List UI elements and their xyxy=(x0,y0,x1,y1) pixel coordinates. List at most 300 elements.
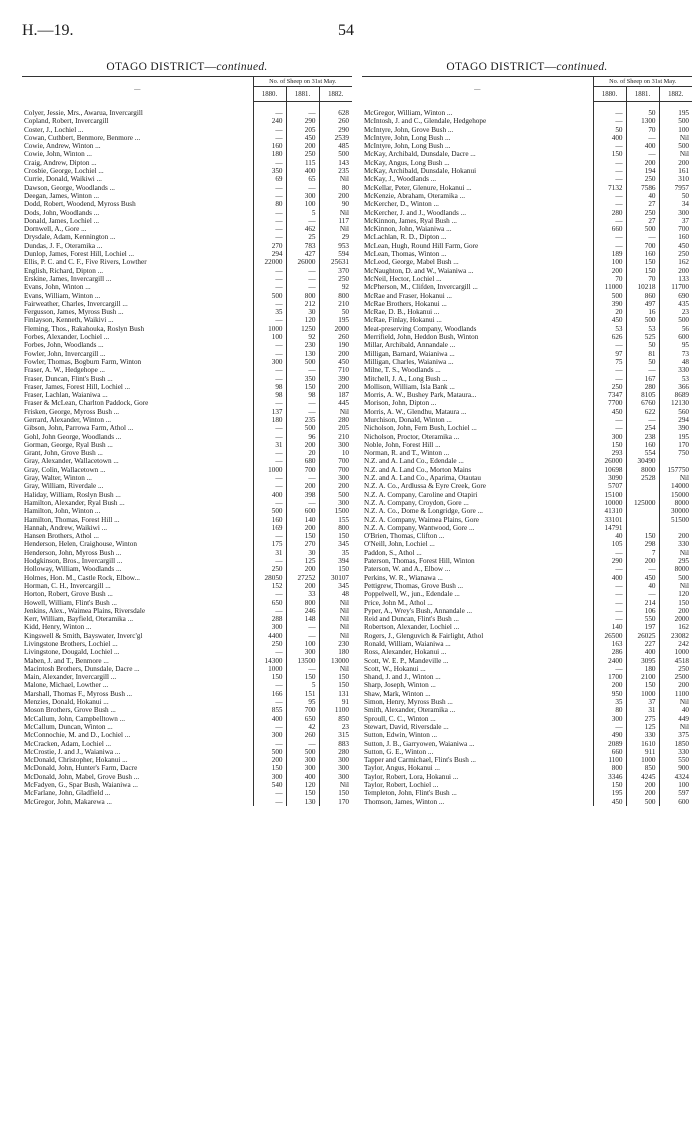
owner-cell: McIntyre, John, Grove Bush ... xyxy=(362,126,593,134)
table-row xyxy=(362,507,692,515)
sheep-1882-cell: 1500 xyxy=(334,507,349,516)
sheep-1880-cell: 180 xyxy=(253,150,286,158)
sheep-1880-cell: — xyxy=(593,200,626,208)
sheep-1880-cell: — xyxy=(593,217,626,225)
sheep-1882-cell: Nil xyxy=(339,225,349,234)
sheep-1881-cell: 30490 xyxy=(626,457,659,465)
sheep-1881-cell xyxy=(626,491,659,499)
owner-cell: Holloway, William, Woodlands ... xyxy=(22,565,253,573)
sheep-1881-cell: 25 xyxy=(286,233,319,241)
owner-cell: Ross, Alexander, Hokanui ... xyxy=(362,648,593,656)
table-row xyxy=(362,665,692,673)
sheep-1882-cell: 700 xyxy=(338,465,349,474)
sheep-1880-cell: — xyxy=(253,350,286,358)
table-row xyxy=(362,150,692,158)
sheep-1881-cell: 462 xyxy=(286,225,319,233)
sheep-1882-cell: 500 xyxy=(338,150,349,159)
sheep-1880-cell: 163 xyxy=(593,640,626,648)
sheep-1881-cell: — xyxy=(286,665,319,673)
sheep-1882-cell: 133 xyxy=(678,274,689,283)
sheep-1882-cell: 48 xyxy=(681,357,689,366)
sheep-1882-cell: 394 xyxy=(338,557,349,566)
sheep-1882-cell: 800 xyxy=(338,523,349,532)
sheep-1880-cell: 28050 xyxy=(253,574,286,582)
sheep-1882-cell: 200 xyxy=(338,191,349,200)
sheep-1882-cell xyxy=(659,457,692,465)
year-header: 1881. xyxy=(626,87,659,102)
table-row xyxy=(22,383,352,391)
sheep-1880-cell: 160 xyxy=(253,516,286,524)
sheep-1881-cell: 125000 xyxy=(626,499,659,507)
table-row xyxy=(22,267,352,275)
owner-cell: Fowler, John, Invercargill ... xyxy=(22,350,253,358)
sheep-1881-cell: 150 xyxy=(626,532,659,540)
table-row xyxy=(22,540,352,548)
owner-cell: McKinnon, James, Ryal Bush ... xyxy=(362,217,593,225)
sheep-1880-cell: 288 xyxy=(253,615,286,623)
sheep-1881-cell: 280 xyxy=(626,383,659,391)
sheep-1882-cell: 435 xyxy=(678,299,689,308)
owner-cell: McLeod, George, Mabel Bush ... xyxy=(362,258,593,266)
owner-cell: Sutton, G. E., Winton ... xyxy=(362,748,593,756)
table-row xyxy=(362,117,692,125)
sheep-1881-cell: 148 xyxy=(286,615,319,623)
sheep-1880-cell: — xyxy=(253,474,286,482)
sheep-1881-cell: 4245 xyxy=(626,773,659,781)
owner-cell: Milligan, Charles, Waianiwa ... xyxy=(362,358,593,366)
owner-cell: McLean, Hugh, Round Hill Farm, Gore xyxy=(362,242,593,250)
table-row xyxy=(362,350,692,358)
table-row xyxy=(362,607,692,615)
table-row xyxy=(22,233,352,241)
sheep-1882-cell: 370 xyxy=(338,266,349,275)
table-row xyxy=(362,433,692,441)
sheep-1880-cell: 300 xyxy=(253,358,286,366)
owner-cell: Sproull, C. C., Winton ... xyxy=(362,715,593,723)
table-row xyxy=(362,557,692,565)
table-row xyxy=(22,424,352,432)
sheep-1881-cell: 300 xyxy=(286,192,319,200)
sheep-1881-cell: 150 xyxy=(286,789,319,797)
sheep-1881-cell: 300 xyxy=(286,764,319,772)
sheep-1881-cell: 850 xyxy=(626,764,659,772)
sheep-1882-cell: 700 xyxy=(338,457,349,466)
sheep-1880-cell: 250 xyxy=(253,640,286,648)
owner-cell: Finlayson, Kenneth, Waikivi ... xyxy=(22,316,253,324)
owner-cell: McKercher, J. and J., Woodlands ... xyxy=(362,209,593,217)
sheep-1881-cell: 16 xyxy=(626,308,659,316)
table-row xyxy=(22,574,352,582)
sheep-1882-cell: 2000 xyxy=(334,324,349,333)
sheep-1880-cell: — xyxy=(593,142,626,150)
sheep-1881-cell: 150 xyxy=(286,673,319,681)
table-row xyxy=(362,233,692,241)
sheep-1881-cell: 500 xyxy=(626,798,659,806)
sheep-1881-cell: 8105 xyxy=(626,391,659,399)
page-number: 54 xyxy=(338,22,354,39)
sheep-1882-cell: Nil xyxy=(339,598,349,607)
owner-cell: Fergusson, James, Myross Bush ... xyxy=(22,308,253,316)
table-row xyxy=(22,657,352,665)
owner-cell: Dodd, Robert, Woodend, Myross Bush xyxy=(22,200,253,208)
sheep-1881-cell: 398 xyxy=(286,491,319,499)
sheep-table xyxy=(22,76,352,806)
table-row xyxy=(362,267,692,275)
sheep-1880-cell: — xyxy=(253,789,286,797)
sheep-1882-cell: Nil xyxy=(339,208,349,217)
sheep-1882-cell: Nil xyxy=(679,133,689,142)
table-row xyxy=(22,482,352,490)
sheep-1881-cell: 200 xyxy=(626,557,659,565)
sheep-1881-cell: 860 xyxy=(626,292,659,300)
sheep-1881-cell: 200 xyxy=(286,441,319,449)
owner-cell: Hamilton, Thomas, Forest Hill ... xyxy=(22,516,253,524)
sheep-1882-cell: 1100 xyxy=(674,689,689,698)
sheep-1882-cell: 10 xyxy=(341,449,349,458)
owner-cell: McNeil, Hector, Lochiel ... xyxy=(362,275,593,283)
owner-cell: Fleming, Thos., Rakahouka, Roslyn Bush xyxy=(22,325,253,333)
owner-cell: Hamilton, Alexander, Ryal Bush ... xyxy=(22,499,253,507)
sheep-1880-cell: 540 xyxy=(253,781,286,789)
sheep-1882-cell: 131 xyxy=(338,689,349,698)
sheep-1880-cell: 40 xyxy=(593,532,626,540)
owner-cell: Craig, Andrew, Dipton ... xyxy=(22,159,253,167)
sheep-1882-cell: Nil xyxy=(339,631,349,640)
table-row xyxy=(22,159,352,167)
sheep-1880-cell: 5707 xyxy=(593,482,626,490)
sheep-1880-cell: — xyxy=(253,184,286,192)
sheep-1882-cell: 8000 xyxy=(674,498,689,507)
district-name: OTAGO DISTRICT— xyxy=(446,61,557,73)
sheep-1880-cell: 280 xyxy=(593,209,626,217)
table-row xyxy=(362,209,692,217)
sheep-1881-cell: — xyxy=(286,217,319,225)
table-row xyxy=(362,466,692,474)
table-row xyxy=(362,565,692,573)
sheep-1880-cell: 350 xyxy=(253,167,286,175)
sheep-1880-cell: 15100 xyxy=(593,491,626,499)
table-row xyxy=(22,756,352,764)
year-header: 1882. xyxy=(319,87,352,102)
owner-cell: Gibson, John, Parrowa Farm, Athol ... xyxy=(22,424,253,432)
owner-cell: Dods, John, Woodlands ... xyxy=(22,209,253,217)
sheep-1881-cell: 33 xyxy=(286,590,319,598)
sheep-1880-cell: 293 xyxy=(593,449,626,457)
owner-cell: McPherson, M., Clifden, Invercargill ... xyxy=(362,283,593,291)
owner-cell: English, Richard, Dipton ... xyxy=(22,267,253,275)
sheep-1882-cell: 375 xyxy=(678,731,689,740)
owner-cell: Dundas, J. F., Oteramika ... xyxy=(22,242,253,250)
table-row xyxy=(362,275,692,283)
table-row xyxy=(362,200,692,208)
owner-cell: McDonald, Christopher, Hokanui ... xyxy=(22,756,253,764)
sheep-1880-cell: 294 xyxy=(253,250,286,258)
sheep-1882-cell: 294 xyxy=(678,415,689,424)
sheep-1881-cell: 554 xyxy=(626,449,659,457)
sheep-1881-cell: 250 xyxy=(626,209,659,217)
sheep-1881-cell: 200 xyxy=(286,524,319,532)
table-row xyxy=(362,516,692,524)
sheep-1880-cell: 626 xyxy=(593,333,626,341)
sheep-1881-cell: 167 xyxy=(626,375,659,383)
sheep-1882-cell: 1850 xyxy=(674,739,689,748)
sheep-1880-cell: 75 xyxy=(593,358,626,366)
owner-cell: Mitchell, J. A., Long Bush ... xyxy=(362,375,593,383)
sheep-1882-cell: 50 xyxy=(681,191,689,200)
owner-cell: Forbes, Alexander, Lochiel ... xyxy=(22,333,253,341)
sheep-1882-cell: 300 xyxy=(338,440,349,449)
sheep-header: No. of Sheep on 31st May. xyxy=(593,77,692,87)
sheep-1882-cell: 150 xyxy=(338,789,349,798)
sheep-1880-cell: 150 xyxy=(593,150,626,158)
owner-cell: Thomson, James, Winton ... xyxy=(362,798,593,806)
sheep-1881-cell: 65 xyxy=(286,175,319,183)
sheep-1881-cell: 270 xyxy=(286,540,319,548)
table-row xyxy=(22,582,352,590)
sheep-1880-cell: — xyxy=(253,275,286,283)
sheep-1881-cell: 330 xyxy=(626,731,659,739)
table-row xyxy=(362,175,692,183)
sheep-1880-cell: — xyxy=(593,192,626,200)
sheep-1880-cell: 26500 xyxy=(593,632,626,640)
owner-cell: Grant, John, Grove Bush ... xyxy=(22,449,253,457)
table-row xyxy=(362,748,692,756)
sheep-1881-cell: 31 xyxy=(626,706,659,714)
sheep-1881-cell: 98 xyxy=(286,391,319,399)
table-row xyxy=(362,325,692,333)
owner-cell: Macintosh Brothers, Dunsdale, Dacre ... xyxy=(22,665,253,673)
table-row xyxy=(362,798,692,806)
table-row xyxy=(22,524,352,532)
owner-cell: McNaughton, D. and W., Waianiwa ... xyxy=(362,267,593,275)
sheep-1882-cell: 710 xyxy=(338,366,349,375)
table-row xyxy=(362,366,692,374)
sheep-1880-cell: 7132 xyxy=(593,184,626,192)
owner-cell: Gorman, George, Ryal Bush ... xyxy=(22,441,253,449)
sheep-1882-cell: 200 xyxy=(338,482,349,491)
table-row xyxy=(22,258,352,266)
sheep-1881-cell: 500 xyxy=(626,225,659,233)
table-row xyxy=(362,242,692,250)
owner-cell: Colyer, Jessie, Mrs., Awarua, Invercargill xyxy=(22,109,253,117)
sheep-1882-cell: 200 xyxy=(678,606,689,615)
sheep-1880-cell: — xyxy=(253,648,286,656)
sheep-1881-cell: — xyxy=(626,565,659,573)
owner-cell: Smith, Alexander, Oteramika ... xyxy=(362,706,593,714)
sheep-1880-cell: 98 xyxy=(253,383,286,391)
owner-cell: Paterson, Thomas, Forest Hill, Winton xyxy=(362,557,593,565)
table-row xyxy=(362,632,692,640)
sheep-1880-cell: 400 xyxy=(593,134,626,142)
sheep-1882-cell: 120 xyxy=(678,590,689,599)
sheep-header: No. of Sheep on 31st May. xyxy=(253,77,352,87)
table-row xyxy=(22,499,352,507)
owner-cell: Stewart, David, Riversdale ... xyxy=(362,723,593,731)
sheep-1880-cell: — xyxy=(253,532,286,540)
sheep-1880-cell: — xyxy=(593,242,626,250)
owner-cell: Rogers, J., Glenguvich & Fairlight, Athol xyxy=(362,632,593,640)
owner-cell: Cowan, Cuthbert, Benmore, Benmore ... xyxy=(22,134,253,142)
sheep-1882-cell: 250 xyxy=(678,250,689,259)
district-continued: continued. xyxy=(216,61,268,73)
table-row xyxy=(362,225,692,233)
sheep-1880-cell: — xyxy=(593,549,626,557)
sheep-1880-cell: 300 xyxy=(253,773,286,781)
table-row xyxy=(22,715,352,723)
sheep-1881-cell: 235 xyxy=(286,416,319,424)
owner-cell: Ellis, P. C. and C. F., Five Rivers, Lowther xyxy=(22,258,253,266)
sheep-1882-cell: 92 xyxy=(341,283,349,292)
owner-cell: N.Z. A. Company, Croydon, Gore ... xyxy=(362,499,593,507)
owner-cell: McIntosh, J. and C., Glendale, Hedgehope xyxy=(362,117,593,125)
year-header: 1880. xyxy=(593,87,626,102)
owner-cell: Marshall, Thomas F., Myross Bush ... xyxy=(22,690,253,698)
owner-cell: Templeton, John, Flint's Bush ... xyxy=(362,789,593,797)
sheep-1880-cell: — xyxy=(253,723,286,731)
table-row xyxy=(362,532,692,540)
sheep-1880-cell: 35 xyxy=(593,698,626,706)
sheep-1880-cell: 650 xyxy=(253,599,286,607)
table-row xyxy=(22,292,352,300)
owner-cell: McKay, Archibald, Dunsdale, Dacre ... xyxy=(362,150,593,158)
table-row xyxy=(22,507,352,515)
sheep-1882-cell: 210 xyxy=(338,299,349,308)
sheep-1880-cell: 490 xyxy=(593,731,626,739)
owner-cell: McLean, Thomas, Winton ... xyxy=(362,250,593,258)
table-row xyxy=(22,723,352,731)
owner-cell: Cowie, Andrew, Winton ... xyxy=(22,142,253,150)
sheep-1882-cell: 500 xyxy=(338,490,349,499)
sheep-1880-cell: 1000 xyxy=(253,466,286,474)
sheep-1880-cell: 80 xyxy=(253,200,286,208)
sheep-1882-cell: 90 xyxy=(341,200,349,209)
sheep-1881-cell: 200 xyxy=(626,159,659,167)
owner-cell: Milligan, Barnard, Waianiwa ... xyxy=(362,350,593,358)
table-row xyxy=(22,764,352,772)
sheep-1881-cell: — xyxy=(626,590,659,598)
table-row xyxy=(22,648,352,656)
sheep-1880-cell: — xyxy=(253,283,286,291)
sheep-1882-cell: 300 xyxy=(338,474,349,483)
sheep-1880-cell: 1000 xyxy=(253,325,286,333)
sheep-1882-cell: 260 xyxy=(338,333,349,342)
sheep-1882-cell: 180 xyxy=(338,648,349,657)
table-row xyxy=(362,441,692,449)
owner-cell: Sutton, Edwin, Winton ... xyxy=(362,731,593,739)
sheep-1882-cell: 100 xyxy=(678,781,689,790)
sheep-1880-cell: 105 xyxy=(593,540,626,548)
sheep-1881-cell: — xyxy=(626,416,659,424)
table-row xyxy=(22,167,352,175)
sheep-1882-cell: 235 xyxy=(338,167,349,176)
table-row xyxy=(362,333,692,341)
owner-cell: Donald, James, Lochiel ... xyxy=(22,217,253,225)
sheep-1881-cell: — xyxy=(286,184,319,192)
table-row xyxy=(362,599,692,607)
name-header: — xyxy=(362,77,593,102)
sheep-1882-cell: 280 xyxy=(338,415,349,424)
table-row xyxy=(362,715,692,723)
sheep-1881-cell: 298 xyxy=(626,540,659,548)
sheep-1880-cell: — xyxy=(593,233,626,241)
sheep-1882-cell: 30107 xyxy=(331,573,349,582)
sheep-1880-cell: 26000 xyxy=(593,457,626,465)
sheep-1881-cell: 450 xyxy=(626,574,659,582)
sheep-1881-cell xyxy=(626,516,659,524)
sheep-1880-cell: 20 xyxy=(593,308,626,316)
table-row xyxy=(362,358,692,366)
sheep-1880-cell: 160 xyxy=(253,142,286,150)
sheep-1881-cell: 275 xyxy=(626,715,659,723)
sheep-1882-cell: Nil xyxy=(339,623,349,632)
sheep-1882-cell: 250 xyxy=(338,274,349,283)
sheep-1880-cell: — xyxy=(253,399,286,407)
report-reference: H.—19. xyxy=(22,22,74,39)
sheep-1880-cell: 31 xyxy=(253,549,286,557)
table-row xyxy=(362,789,692,797)
sheep-1882-cell: 4518 xyxy=(674,656,689,665)
sheep-1880-cell: 4400 xyxy=(253,632,286,640)
owner-cell: Hamilton, John, Winton ... xyxy=(22,507,253,515)
table-row xyxy=(362,648,692,656)
sheep-1881-cell: 500 xyxy=(286,748,319,756)
sheep-1881-cell: 205 xyxy=(286,126,319,134)
sheep-1882-cell: 230 xyxy=(338,640,349,648)
sheep-1882-cell: 330 xyxy=(678,747,689,756)
table-row xyxy=(22,789,352,797)
sheep-1880-cell: — xyxy=(253,126,286,134)
table-row xyxy=(22,366,352,374)
table-row xyxy=(362,283,692,291)
sheep-1881-cell: — xyxy=(286,740,319,748)
sheep-1881-cell: 100 xyxy=(286,200,319,208)
owner-cell: McKenzie, Abraham, Oteramika ... xyxy=(362,192,593,200)
owner-cell: Menzies, Donald, Hokanui ... xyxy=(22,698,253,706)
sheep-1880-cell: 53 xyxy=(593,325,626,333)
sheep-1880-cell: — xyxy=(253,300,286,308)
sheep-1882-cell: Nil xyxy=(679,698,689,707)
sheep-1881-cell: 800 xyxy=(286,599,319,607)
sheep-1881-cell xyxy=(626,507,659,515)
sheep-1880-cell: 290 xyxy=(593,557,626,565)
table-row xyxy=(362,706,692,714)
table-row xyxy=(362,416,692,424)
owner-cell: Mollison, William, Isla Bank ... xyxy=(362,383,593,391)
owner-cell: McRae Brothers, Hokanui ... xyxy=(362,300,593,308)
table-row xyxy=(22,798,352,806)
sheep-1880-cell: — xyxy=(593,599,626,607)
table-row xyxy=(22,350,352,358)
sheep-1880-cell: — xyxy=(253,698,286,706)
owner-cell: Moson Brothers, Grove Bush ... xyxy=(22,706,253,714)
sheep-1881-cell: 427 xyxy=(286,250,319,258)
sheep-1881-cell: 800 xyxy=(286,292,319,300)
sheep-1882-cell: 150 xyxy=(338,565,349,574)
sheep-1880-cell: — xyxy=(253,557,286,565)
table-row xyxy=(362,582,692,590)
sheep-1881-cell: 125 xyxy=(286,557,319,565)
table-row xyxy=(362,673,692,681)
table-row xyxy=(362,657,692,665)
sheep-1880-cell: 35 xyxy=(253,308,286,316)
owner-cell: N.Z. A. Company, Wantwood, Gore ... xyxy=(362,524,593,532)
owner-cell: McKay, Angus, Long Bush ... xyxy=(362,159,593,167)
sheep-1881-cell: 450 xyxy=(286,134,319,142)
sheep-1880-cell: — xyxy=(253,740,286,748)
sheep-1880-cell: 41310 xyxy=(593,507,626,515)
sheep-1882-cell: 2500 xyxy=(674,673,689,682)
sheep-1882-cell: Nil xyxy=(339,606,349,615)
